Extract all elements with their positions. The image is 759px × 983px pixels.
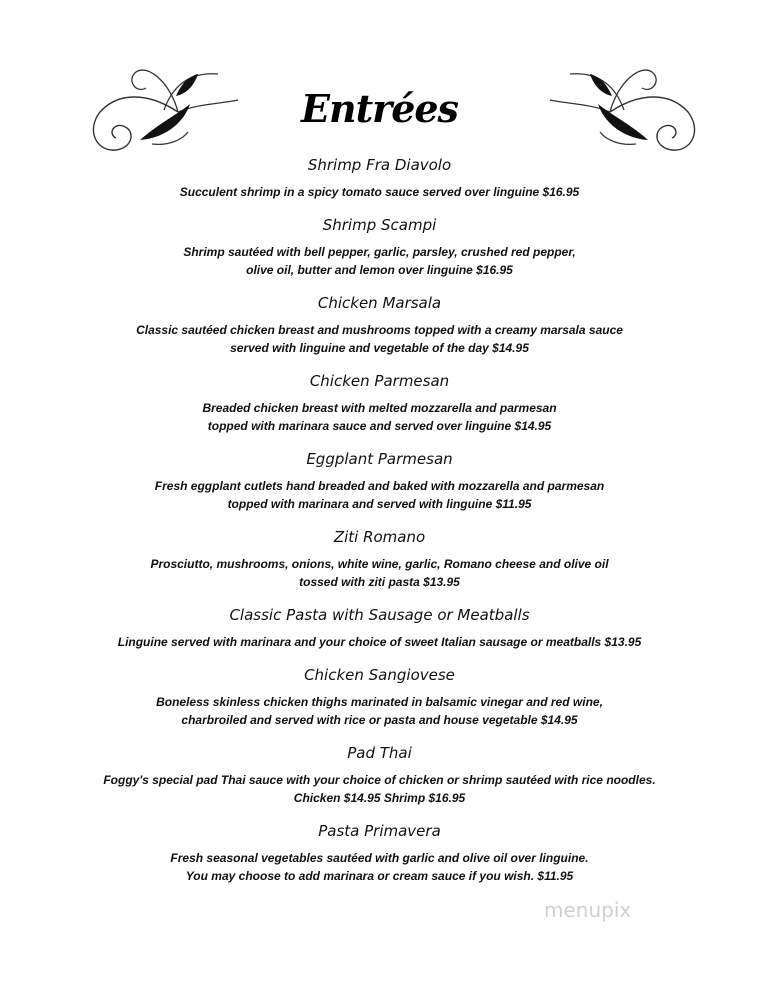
item-description: Foggy's special pad Thai sauce with your choice of chicken or shrimp sautéed with rice noodles. — [103, 773, 656, 787]
item-description: topped with marinara and served with linguine $11.95 — [227, 497, 532, 511]
item-name: Shrimp Fra Diavolo — [307, 156, 452, 174]
watermark: menupix — [544, 898, 632, 922]
item-name: Classic Pasta with Sausage or Meatballs — [229, 606, 530, 624]
item-description: You may choose to add marinara or cream sauce if you wish. $11.95 — [185, 869, 574, 883]
item-description: Chicken $14.95 Shrimp $16.95 — [293, 791, 466, 805]
item-name: Pasta Primavera — [318, 822, 441, 840]
item-description: olive oil, butter and lemon over linguine $16.95 — [246, 263, 513, 277]
item-description: tossed with ziti pasta $13.95 — [299, 575, 460, 589]
item-name: Ziti Romano — [333, 528, 426, 546]
menu-item — [0, 527, 759, 591]
item-name: Chicken Marsala — [317, 294, 442, 312]
menu-item — [0, 743, 759, 807]
item-description: Fresh seasonal vegetables sautéed with garlic and olive oil over linguine. — [170, 851, 589, 865]
menu-item — [0, 215, 759, 279]
menu-item — [0, 155, 759, 201]
item-description: Linguine served with marinara and your choice of sweet Italian sausage or meatballs $13.95 — [117, 635, 642, 649]
menu-item — [0, 665, 759, 729]
item-name: Pad Thai — [347, 744, 412, 762]
item-description: Breaded chicken breast with melted mozzarella and parmesan — [202, 401, 557, 415]
item-name: Eggplant Parmesan — [306, 450, 453, 468]
item-description: Boneless skinless chicken thighs marinated in balsamic vinegar and red wine, — [156, 695, 603, 709]
page-title: Entrées — [301, 86, 458, 131]
item-description: Shrimp sautéed with bell pepper, garlic, parsley, crushed red pepper, — [183, 245, 576, 259]
item-name: Shrimp Scampi — [322, 216, 437, 234]
item-description: charbroiled and served with rice or pasta and house vegetable $14.95 — [181, 713, 578, 727]
menu-item — [0, 449, 759, 513]
menu-item — [0, 605, 759, 651]
item-description: topped with marinara sauce and served over linguine $14.95 — [207, 419, 552, 433]
item-description: Succulent shrimp in a spicy tomato sauce served over linguine $16.95 — [179, 185, 580, 199]
menu-item — [0, 821, 759, 885]
item-description: served with linguine and vegetable of the day $14.95 — [230, 341, 529, 355]
menu-item — [0, 293, 759, 357]
item-description: Prosciutto, mushrooms, onions, white wine, garlic, Romano cheese and olive oil — [150, 557, 609, 571]
item-description: Classic sautéed chicken breast and mushrooms topped with a creamy marsala sauce — [136, 323, 623, 337]
menu-item — [0, 371, 759, 435]
entree-list — [0, 155, 759, 899]
item-name: Chicken Sangiovese — [304, 666, 455, 684]
item-name: Chicken Parmesan — [309, 372, 450, 390]
item-description: Fresh eggplant cutlets hand breaded and baked with mozzarella and parmesan — [154, 479, 605, 493]
